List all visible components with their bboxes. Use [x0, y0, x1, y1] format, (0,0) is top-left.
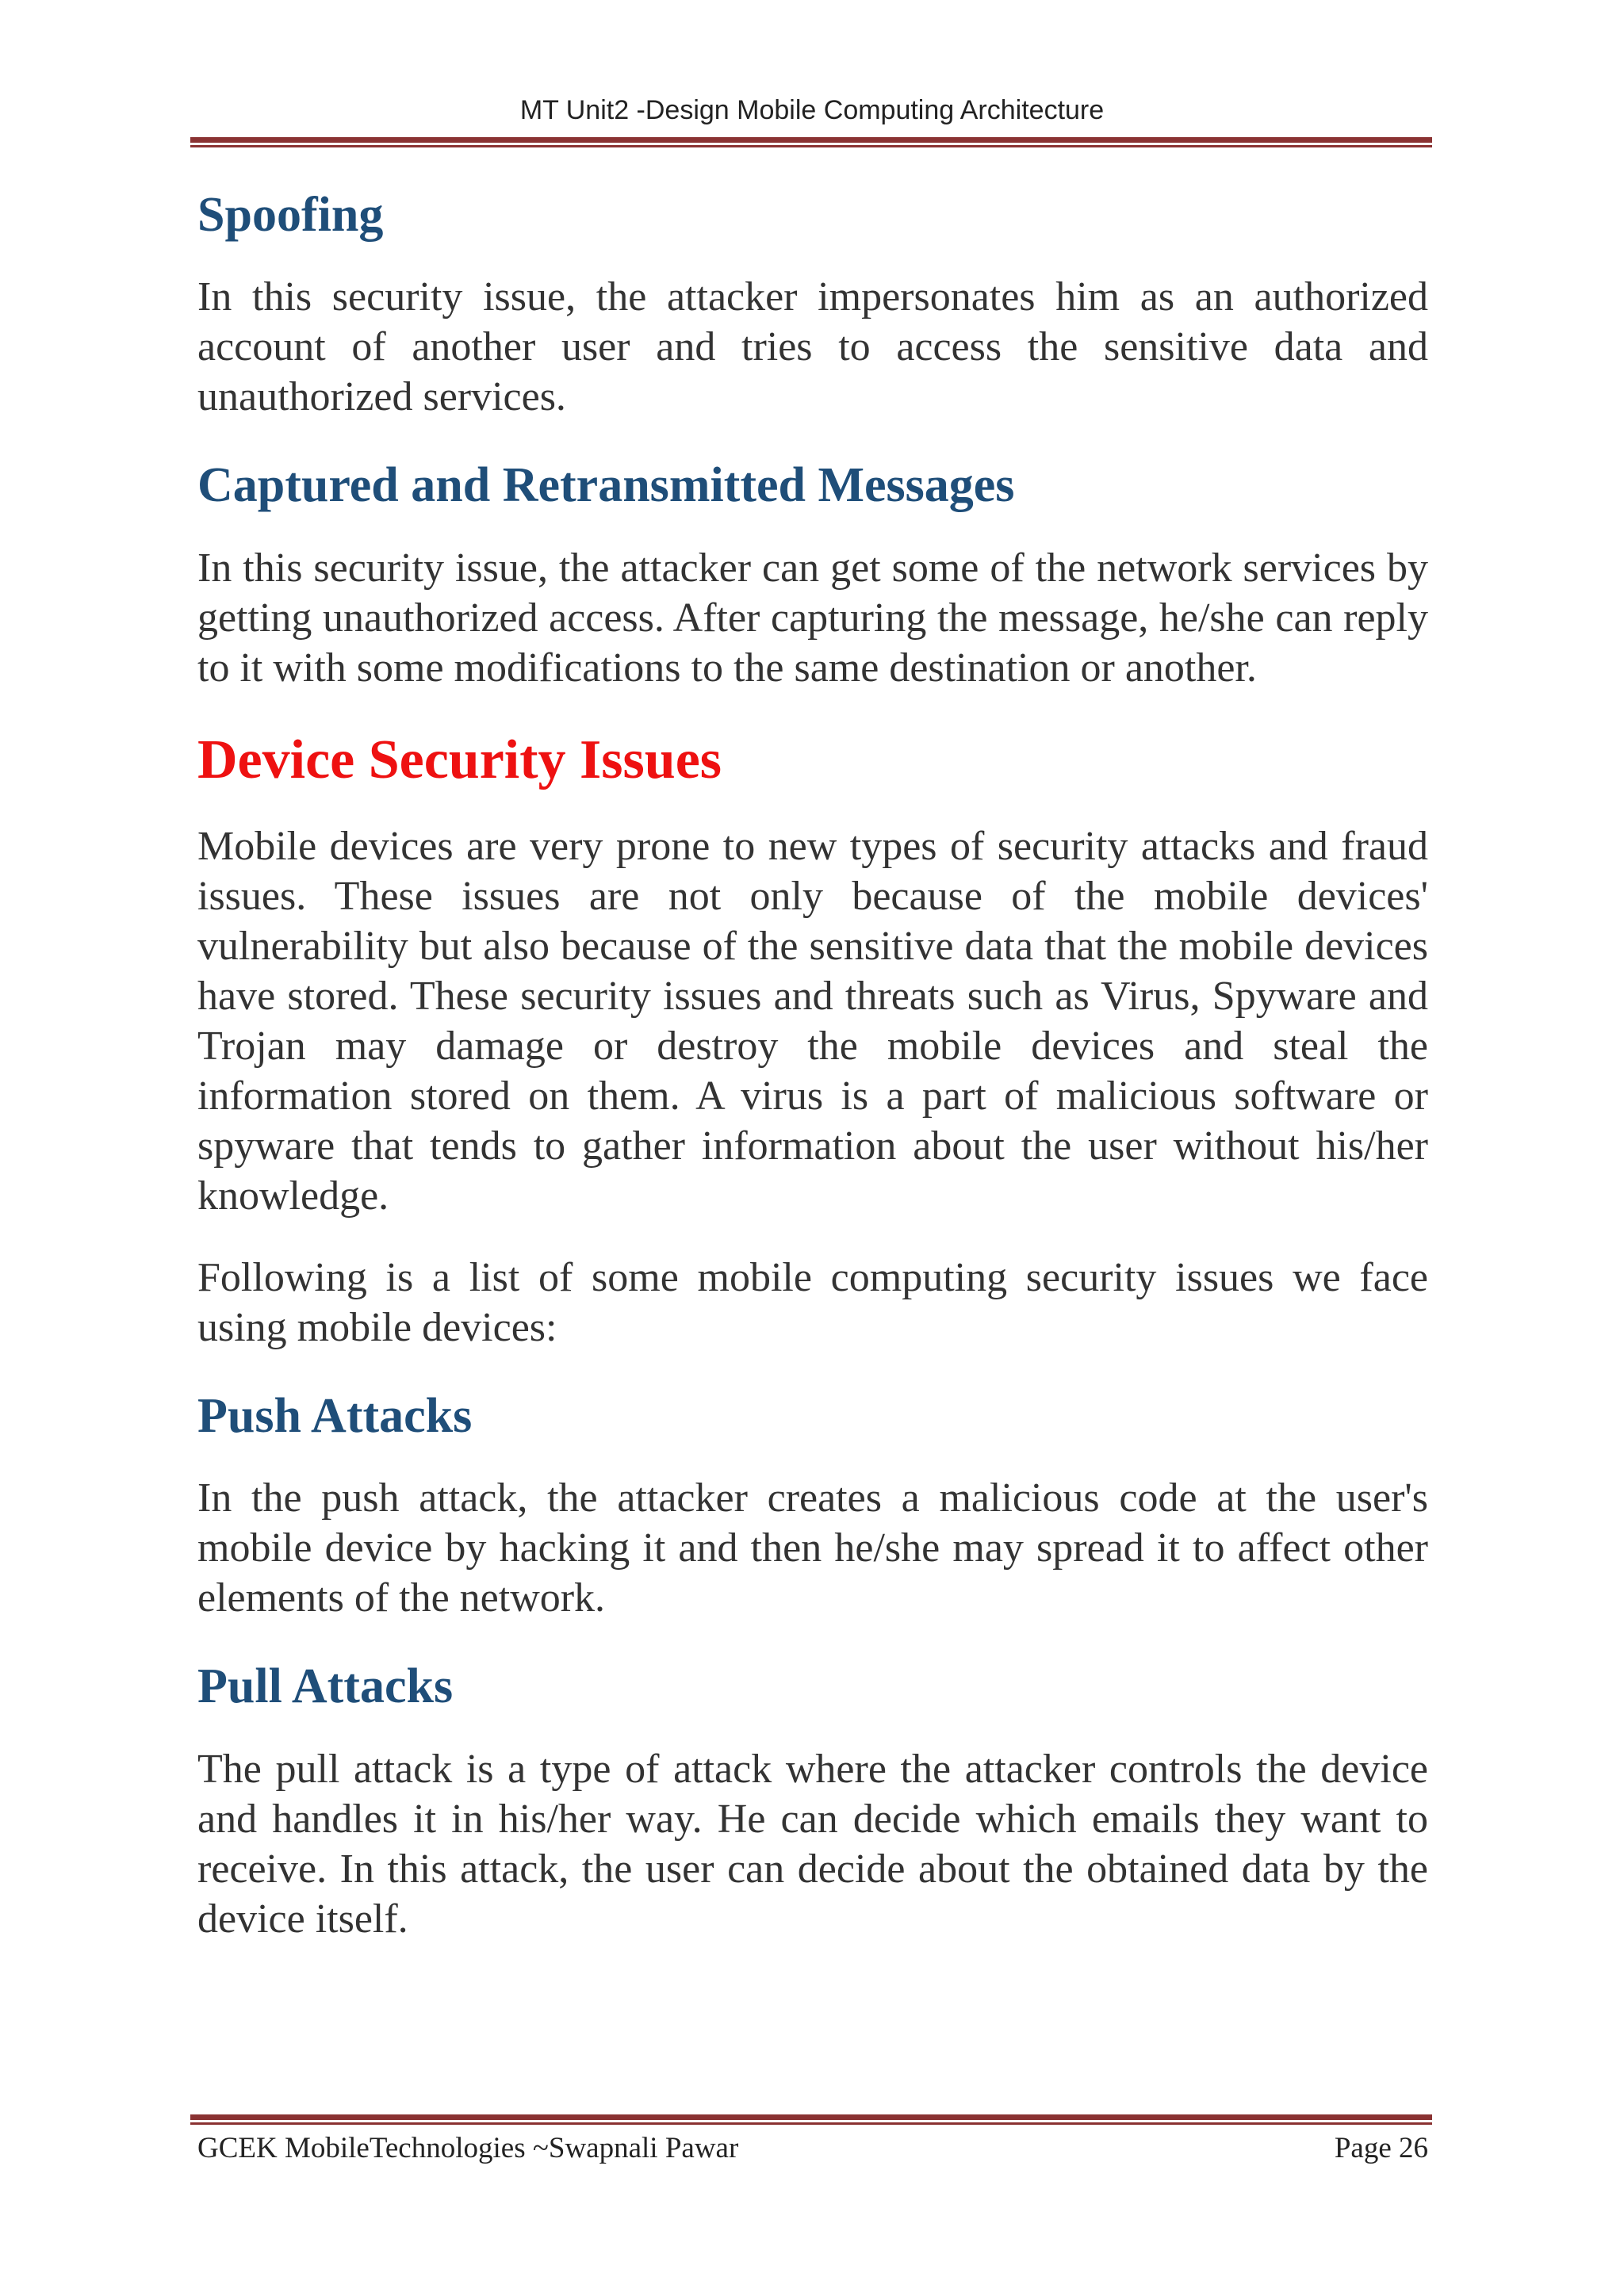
paragraph-spoofing: In this security issue, the attacker impersonates him as an authorized account of another user and tries to access the sensitive data and unauthorized services.	[197, 274, 1428, 420]
heading-spoofing: Spoofing	[197, 188, 384, 242]
page-header: MT Unit2 -Design Mobile Computing Architecture	[519, 95, 1105, 125]
heading-captured-messages: Captured and Retransmitted Messages	[197, 458, 1015, 513]
paragraph-issue-list-intro: Following is a list of some mobile computing security issues we face using mobile devices:	[197, 1254, 1428, 1350]
heading-push-attacks: Push Attacks	[197, 1388, 473, 1443]
document-body	[197, 186, 1428, 1944]
paragraph-push-attacks: In the push attack, the attacker creates a malicious code at the user's mobile device by hacking it and then he/she may spread it to affect other elements of the network.	[197, 1475, 1428, 1621]
heading-pull-attacks: Pull Attacks	[197, 1659, 454, 1714]
paragraph-pull-attacks: The pull attack is a type of attack where the attacker controls the device and handles it in his/her way. He can decide which emails they want to receive. In this attack, the user can decide about the obtained data by the device itself.	[197, 1746, 1428, 1942]
header-divider	[190, 137, 1432, 147]
paragraph-device-security: Mobile devices are very prone to new types of security attacks and fraud issues. These issues are not only because of the mobile devices' vulnerability but also because of the sensitive data that the mobile devices have stored. These security issues and threats such as Virus, Spyware and Trojan may damage or destroy the mobile devices and steal the information stored on them. A virus is a part of malicious software or spyware that tends to gather information about the user without his/her knowledge.	[197, 823, 1428, 1219]
footer-author: GCEK MobileTechnologies ~Swapnali Pawar	[197, 2132, 739, 2164]
footer-divider	[190, 2114, 1432, 2125]
heading-device-security-issues: Device Security Issues	[197, 729, 722, 790]
paragraph-captured-messages: In this security issue, the attacker can get some of the network services by getting unauthorized access. After capturing the message, he/she can reply to it with some modifications to the same destination or another.	[197, 545, 1428, 691]
footer-page-number: Page 26	[1334, 2132, 1428, 2164]
